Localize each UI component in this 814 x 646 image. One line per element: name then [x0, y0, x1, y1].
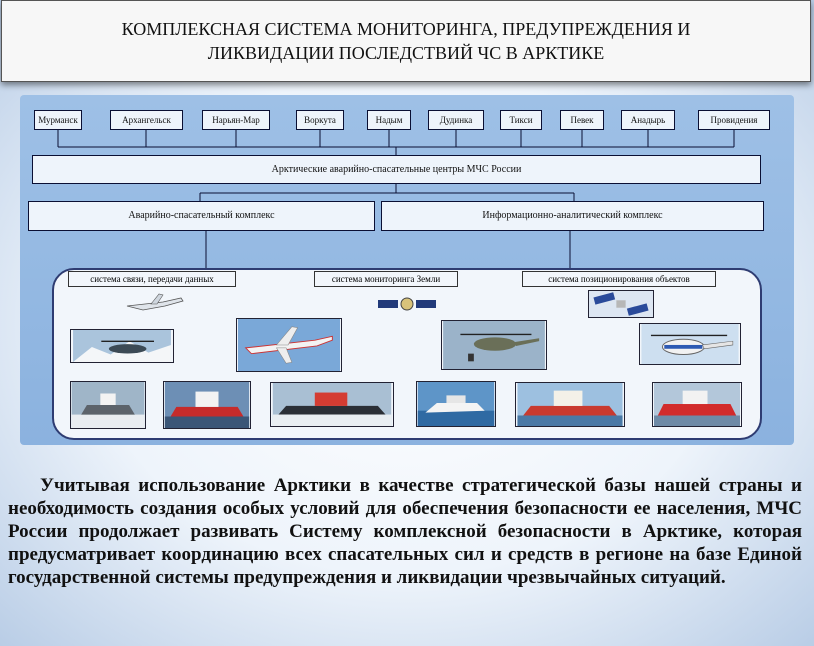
ship-icon	[163, 381, 251, 429]
helicopter-icon	[441, 320, 547, 370]
system-positioning: система позиционирования объектов	[522, 271, 716, 287]
ship-icon	[416, 381, 496, 427]
system-comms: система связи, передачи данных	[68, 271, 236, 287]
ship-icon	[270, 382, 394, 427]
ship-icon	[70, 381, 146, 429]
city-pevek: Певек	[560, 110, 604, 130]
title-line-2: ЛИКВИДАЦИИ ПОСЛЕДСТВИЙ ЧС В АРКТИКЕ	[207, 43, 605, 63]
city-arkhangelsk: Архангельск	[110, 110, 183, 130]
city-provideniya: Провидения	[698, 110, 770, 130]
rescue-centers-bar: Арктические аварийно-спасательные центры МЧС России	[32, 155, 761, 184]
city-dudinka: Дудинка	[428, 110, 484, 130]
airplane-icon	[123, 288, 185, 318]
body-paragraph: Учитывая использование Арктики в качестве стратегической базы нашей страны и необходимость создания особых условий для обеспечения безопасности ее населения, МЧС России продолжает развивать Систему комплексной безопасности в Арктике, которая предусматривает координацию всех спасательных сил и средств в регионе на базе Единой государственной системы предупреждения и ликвидации чрезвычайных ситуаций.	[8, 475, 802, 588]
city-tiksi: Тикси	[500, 110, 542, 130]
city-nadym: Надым	[367, 110, 411, 130]
title-line-1: КОМПЛЕКСНАЯ СИСТЕМА МОНИТОРИНГА, ПРЕДУПРЕЖДЕНИЯ И	[121, 19, 691, 39]
city-naryan-mar: Нарьян-Мар	[202, 110, 270, 130]
helicopter-icon	[70, 329, 174, 363]
rescue-complex-box: Аварийно-спасательный комплекс	[28, 201, 375, 231]
helicopter-icon	[639, 323, 741, 365]
satellite-icon	[588, 290, 654, 318]
airplane-icon	[236, 318, 342, 372]
satellite-icon	[376, 290, 438, 318]
city-murmansk: Мурманск	[34, 110, 82, 130]
ship-icon	[652, 382, 742, 427]
info-complex-box: Информационно-аналитический комплекс	[381, 201, 764, 231]
city-anadyr: Анадырь	[621, 110, 675, 130]
city-vorkuta: Воркута	[296, 110, 344, 130]
ship-icon	[515, 382, 625, 427]
system-monitoring: система мониторинга Земли	[314, 271, 458, 287]
